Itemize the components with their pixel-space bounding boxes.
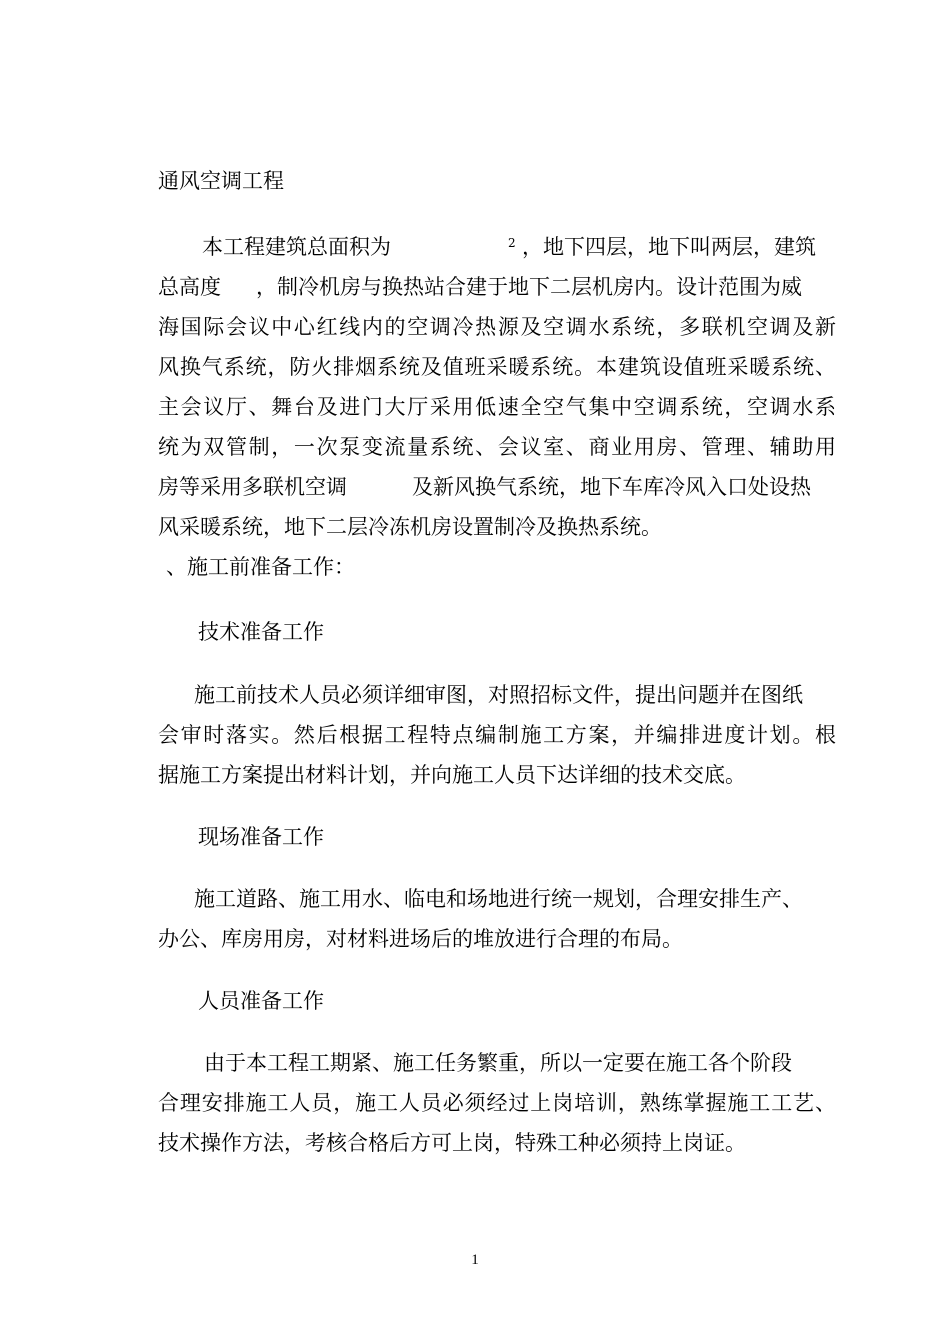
technical-line-2: 会审时落实。然后根据工程特点编制施工方案，并编排进度计划。根 [158,723,836,747]
document-title: 通风空调工程 [158,169,284,193]
personnel-line-1: 由于本工程工期紧、施工任务繁重，所以一定要在施工各个阶段 [204,1051,792,1075]
area-unit-superscript: 2 [508,236,516,250]
technical-line-3: 据施工方案提出材料计划，并向施工人员下达详细的技术交底。 [158,763,746,787]
intro-line-2b: ，制冷机房与换热站合建于地下二层机房内。设计范围为威 [256,275,802,299]
site-line-1: 施工道路、施工用水、临电和场地进行统一规划，合理安排生产、 [194,887,803,911]
intro-line-3: 海国际会议中心红线内的空调冷热源及空调水系统，多联机空调及新 [158,315,836,339]
personnel-line-2: 合理安排施工人员，施工人员必须经过上岗培训，熟练掌握施工工艺、 [158,1091,836,1115]
intro-line-7a: 房等采用多联机空调 [158,475,347,499]
subsection-heading-technical: 技术准备工作 [198,620,324,644]
intro-line-7b: 及新风换气系统，地下车库冷风入口处设热 [412,475,811,499]
personnel-line-3: 技术操作方法，考核合格后方可上岗，特殊工种必须持上岗证。 [158,1131,746,1155]
intro-line-8: 风采暖系统，地下二层冷冻机房设置制冷及换热系统。 [158,515,662,539]
intro-line-2a: 总高度 [158,275,221,299]
intro-line-5: 主会议厅、舞台及进门大厅采用低速全空气集中空调系统，空调水系 [158,395,836,419]
section-heading: 、施工前准备工作： [166,555,355,579]
subsection-heading-site: 现场准备工作 [198,825,324,849]
technical-line-1: 施工前技术人员必须详细审图，对照招标文件，提出问题并在图纸 [194,683,803,707]
intro-line-1-superscript [508,232,516,262]
intro-line-4: 风换气系统，防火排烟系统及值班采暖系统。本建筑设值班采暖系统、 [158,355,836,379]
intro-line-6: 统为双管制，一次泵变流量系统、会议室、商业用房、管理、辅助用 [158,435,836,459]
site-line-2: 办公、库房用房，对材料进场后的堆放进行合理的布局。 [158,927,683,951]
subsection-heading-personnel: 人员准备工作 [198,989,324,1013]
intro-line-1b: ，地下四层，地下叫两层，建筑 [522,235,816,259]
page-number: 1 [471,1252,479,1268]
intro-line-1a: 本工程建筑总面积为 [202,235,391,259]
